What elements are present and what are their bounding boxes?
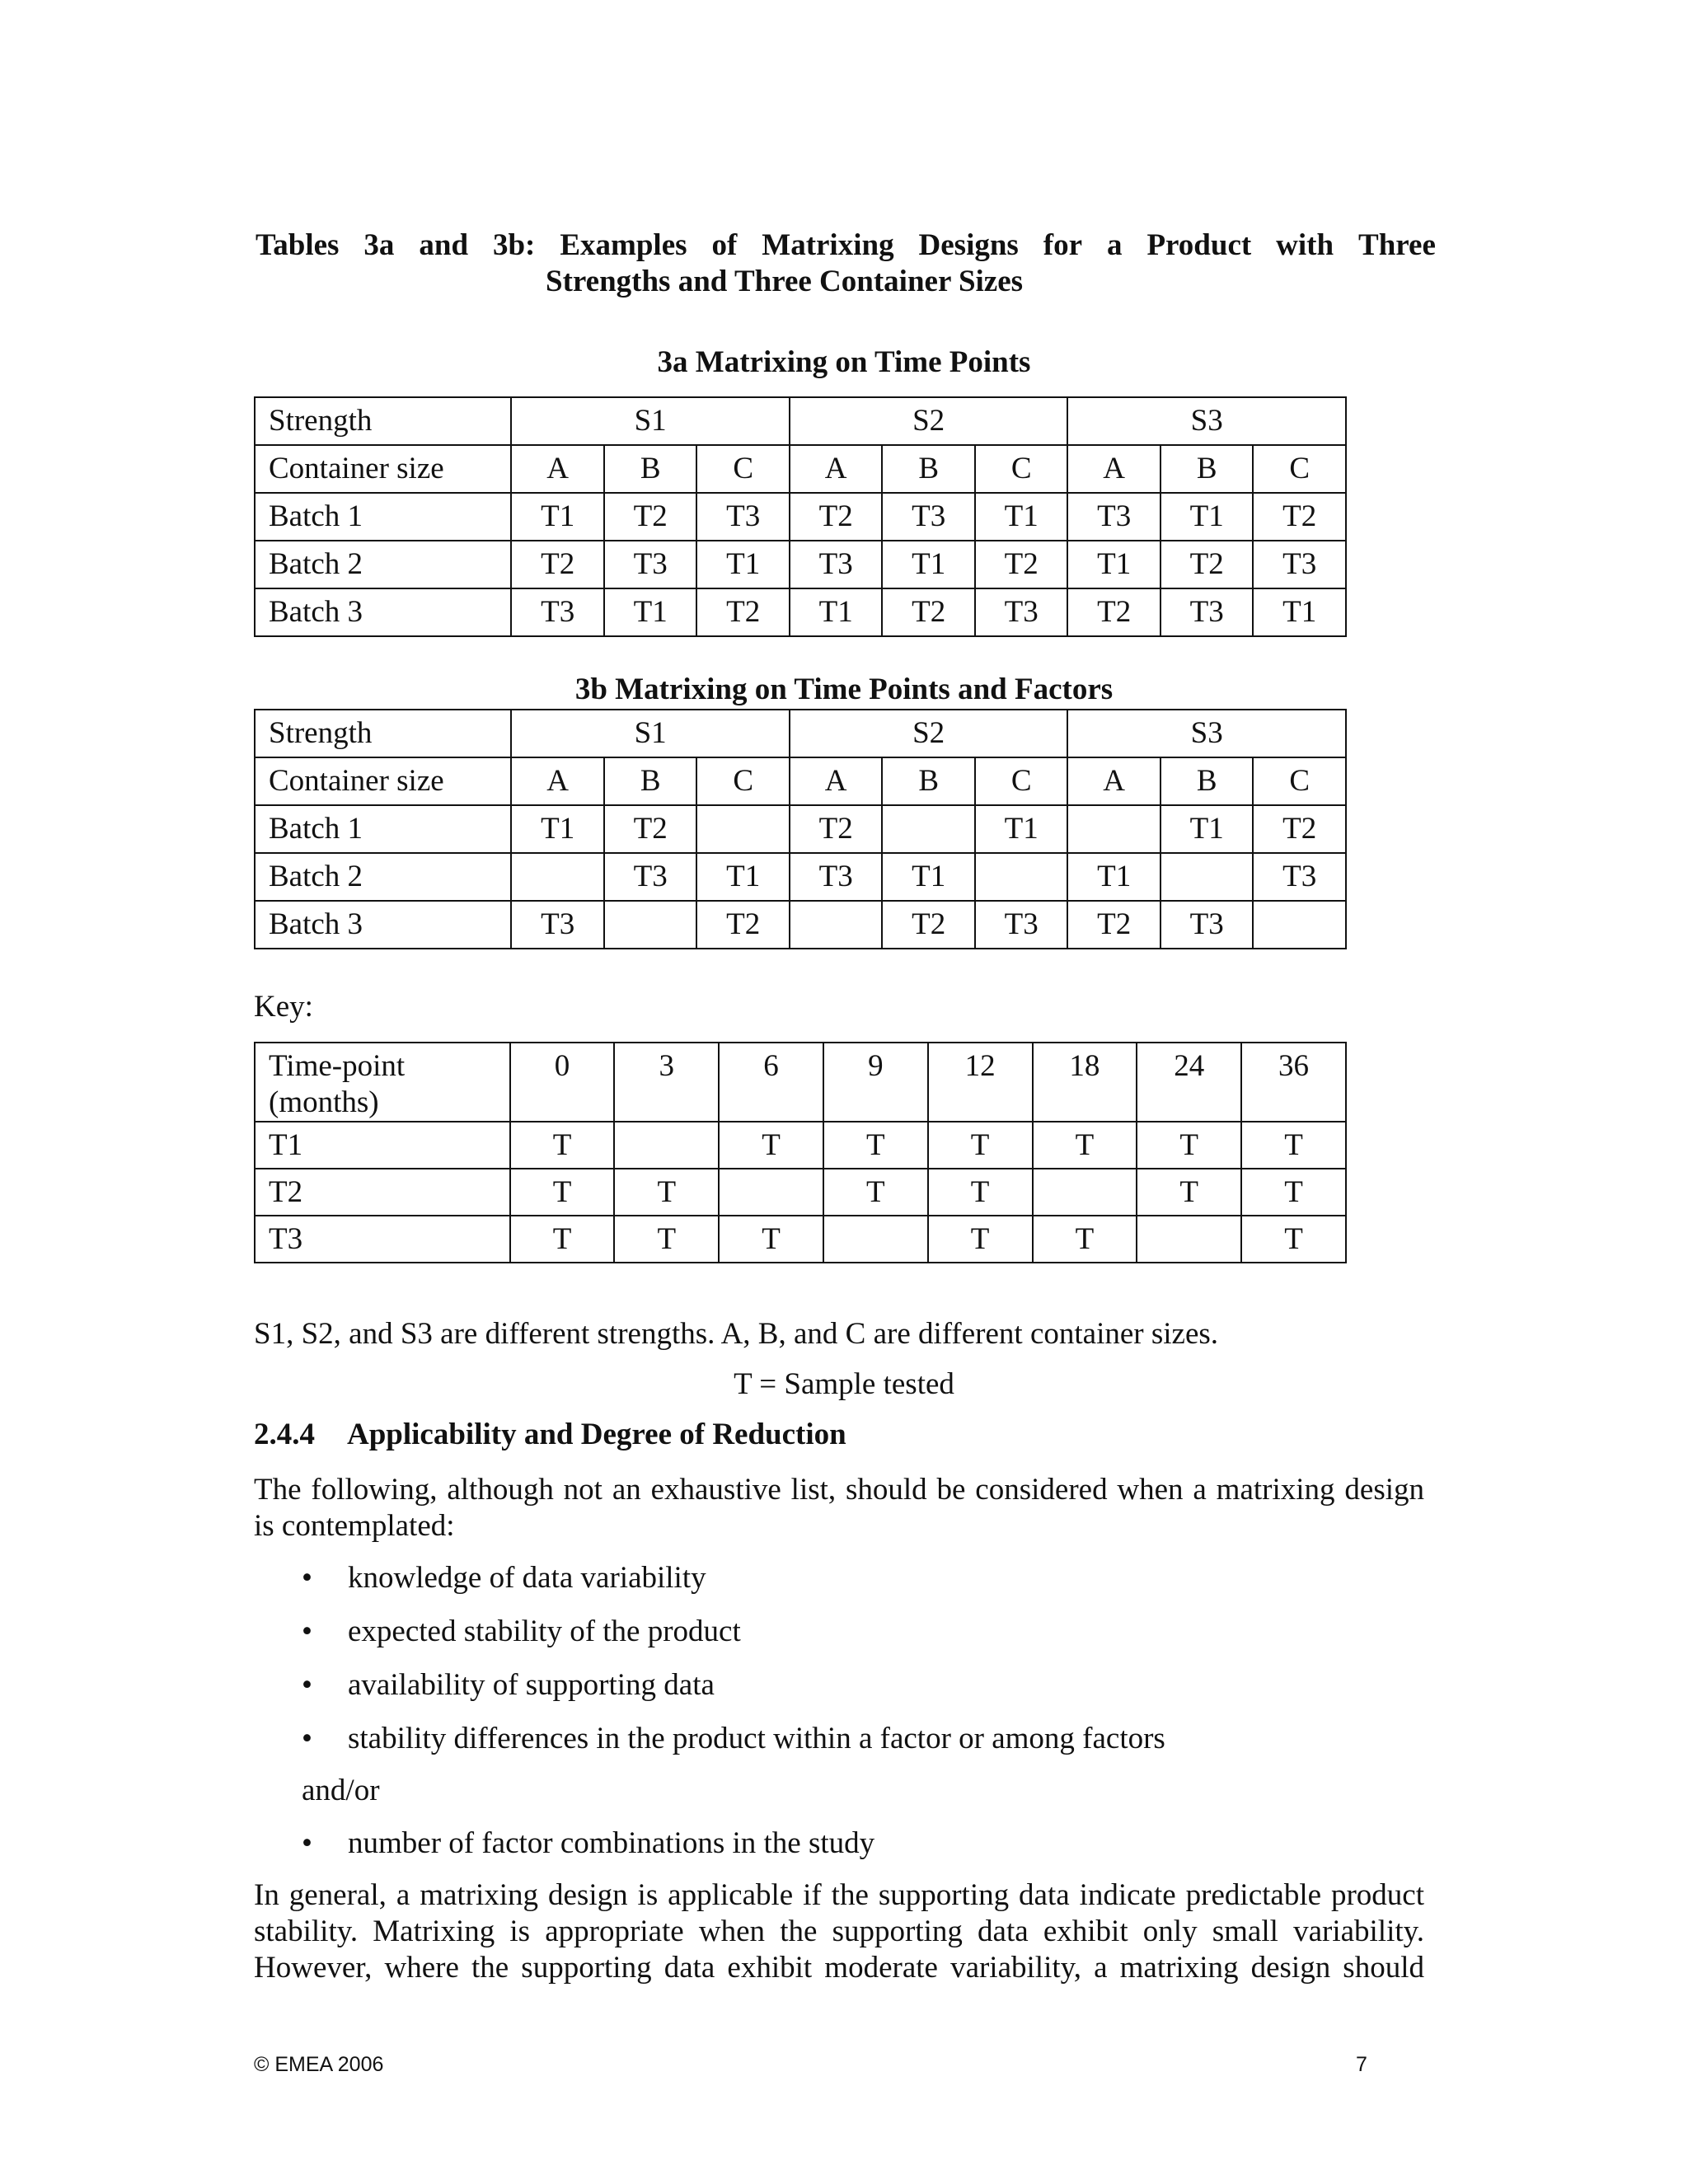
- table-cell: [882, 805, 975, 853]
- intro-line-2: is contemplated:: [254, 1509, 455, 1543]
- table-cell: T2: [1160, 541, 1254, 588]
- table-cell: T3: [882, 493, 975, 541]
- table-cell: T: [1241, 1169, 1346, 1216]
- table-cell: T: [928, 1169, 1033, 1216]
- title-line-1: [256, 227, 1436, 264]
- table-cell: T2: [604, 493, 697, 541]
- table-cell: T: [823, 1122, 928, 1169]
- bullet-icon: •: [302, 1722, 312, 1755]
- table-cell: T3: [511, 901, 604, 949]
- table-cell: T2: [882, 588, 975, 636]
- table-cell: T3: [511, 588, 604, 636]
- table-cell: T3: [1067, 493, 1160, 541]
- timepoint-cell: 3: [614, 1043, 719, 1122]
- bullet-icon: •: [302, 1668, 312, 1702]
- title-word: Three: [1358, 228, 1436, 262]
- footer-page-number: 7: [1356, 2053, 1367, 2076]
- table-cell: [1137, 1216, 1241, 1263]
- table-cell: [719, 1169, 823, 1216]
- table-cell: T1: [1160, 805, 1254, 853]
- title-word: for: [1043, 228, 1083, 262]
- container-cell: A: [790, 445, 883, 493]
- list-item-text: stability differences in the product within a factor or among factors: [348, 1722, 1165, 1755]
- table-cell: T2: [1253, 493, 1346, 541]
- table-cell: T1: [1067, 853, 1160, 901]
- timepoint-header: [255, 1043, 510, 1122]
- table-cell: T3: [790, 541, 883, 588]
- timepoint-cell: 12: [928, 1043, 1033, 1122]
- table-cell: T1: [1067, 541, 1160, 588]
- table-cell: [1067, 805, 1160, 853]
- table-cell: T2: [696, 901, 790, 949]
- container-cell: A: [1067, 445, 1160, 493]
- section-number: 2.4.4: [254, 1418, 315, 1451]
- timepoint-cell: 0: [510, 1043, 615, 1122]
- table-row: [255, 1216, 1346, 1263]
- bullet-icon: •: [302, 1561, 312, 1595]
- table-cell: T2: [1253, 805, 1346, 853]
- table-cell: T2: [604, 805, 697, 853]
- container-row: [255, 445, 1346, 493]
- list-item-text: availability of supporting data: [348, 1668, 715, 1702]
- batch-label: Batch 2: [255, 853, 511, 901]
- table-cell: [1033, 1169, 1137, 1216]
- batch-label: Batch 1: [255, 493, 511, 541]
- table-cell: T2: [975, 541, 1068, 588]
- table-3b-caption: 3b Matrixing on Time Points and Factors: [574, 673, 1114, 706]
- title-word: of: [711, 228, 738, 262]
- table-row: [255, 493, 1346, 541]
- table-cell: T: [614, 1216, 719, 1263]
- batch-label: Batch 1: [255, 805, 511, 853]
- table-row: [255, 541, 1346, 588]
- table-cell: T2: [511, 541, 604, 588]
- key-table: [254, 1042, 1347, 1263]
- table-cell: T1: [511, 493, 604, 541]
- bullet-icon: •: [302, 1826, 312, 1860]
- timepoint-cell: 36: [1241, 1043, 1346, 1122]
- container-cell: A: [511, 445, 604, 493]
- table-cell: T: [1241, 1216, 1346, 1263]
- container-cell: C: [1253, 757, 1346, 805]
- container-cell: B: [1160, 757, 1254, 805]
- strength-cell: S1: [511, 397, 790, 445]
- container-cell: A: [790, 757, 883, 805]
- timepoint-cell: 9: [823, 1043, 928, 1122]
- strength-label: Strength: [255, 397, 511, 445]
- table-cell: T: [510, 1169, 615, 1216]
- list-item-text: expected stability of the product: [348, 1615, 741, 1648]
- table-cell: T1: [511, 805, 604, 853]
- container-cell: C: [696, 445, 790, 493]
- table-cell: T3: [604, 541, 697, 588]
- table-row: [255, 853, 1346, 901]
- title-word: a: [1107, 228, 1123, 262]
- title-line-2: Strengths and Three Container Sizes: [546, 265, 1024, 298]
- table-cell: [1160, 853, 1254, 901]
- table-cell: T: [1137, 1122, 1241, 1169]
- table-cell: T: [719, 1216, 823, 1263]
- section-title: Applicability and Degree of Reduction: [347, 1418, 846, 1451]
- table-cell: T3: [1160, 901, 1254, 949]
- container-cell: B: [1160, 445, 1254, 493]
- table-cell: T1: [696, 541, 790, 588]
- table-cell: T2: [882, 901, 975, 949]
- strength-cell: S2: [790, 397, 1068, 445]
- table-cell: T1: [696, 853, 790, 901]
- title-word: Product: [1146, 228, 1252, 262]
- table-cell: T: [1137, 1169, 1241, 1216]
- table-cell: [975, 853, 1068, 901]
- table-cell: T1: [975, 493, 1068, 541]
- batch-label: Batch 3: [255, 901, 511, 949]
- table-cell: T2: [790, 805, 883, 853]
- table-3a-caption: 3a Matrixing on Time Points: [657, 345, 1031, 379]
- table-cell: T1: [604, 588, 697, 636]
- table-cell: T2: [1067, 901, 1160, 949]
- strength-cell: S2: [790, 710, 1068, 757]
- title-word: Examples: [560, 228, 687, 262]
- table-cell: [696, 805, 790, 853]
- title-word: Matrixing: [762, 228, 894, 262]
- table-cell: T: [928, 1216, 1033, 1263]
- table-row: [255, 1169, 1346, 1216]
- strength-cell: S3: [1067, 710, 1346, 757]
- container-label: Container size: [255, 445, 511, 493]
- title-word: Tables: [256, 228, 340, 262]
- list-item-text: number of factor combinations in the study: [348, 1826, 875, 1860]
- sample-tested-note: T = Sample tested: [734, 1367, 954, 1401]
- table-cell: T2: [790, 493, 883, 541]
- timepoint-header-line1: Time-point: [269, 1049, 406, 1083]
- table-cell: T1: [882, 853, 975, 901]
- strength-cell: S3: [1067, 397, 1346, 445]
- table-row: [255, 805, 1346, 853]
- table-cell: T: [823, 1169, 928, 1216]
- strength-row: [255, 397, 1346, 445]
- table-cell: T: [510, 1216, 615, 1263]
- table-cell: T: [1241, 1122, 1346, 1169]
- title-word: with: [1276, 228, 1334, 262]
- title-word: 3a: [363, 228, 395, 262]
- table-row: [255, 588, 1346, 636]
- table-cell: [823, 1216, 928, 1263]
- table-cell: T: [928, 1122, 1033, 1169]
- table-cell: T3: [604, 853, 697, 901]
- table-cell: T: [510, 1122, 615, 1169]
- strength-cell: S1: [511, 710, 790, 757]
- title-word: and: [419, 228, 469, 262]
- table-cell: T: [1033, 1122, 1137, 1169]
- paragraph-line-3: However, where the supporting data exhibit moderate variability, a matrixing design should: [254, 1951, 1424, 1985]
- key-row-label: T3: [255, 1216, 510, 1263]
- intro-line-1: The following, although not an exhaustive list, should be considered when a matrixing design: [254, 1473, 1424, 1507]
- table-cell: [604, 901, 697, 949]
- table-cell: T2: [696, 588, 790, 636]
- strengths-note: S1, S2, and S3 are different strengths. A, B, and C are different container sizes.: [254, 1317, 1219, 1351]
- table-cell: T1: [790, 588, 883, 636]
- table-cell: T3: [1253, 541, 1346, 588]
- table-cell: T1: [1253, 588, 1346, 636]
- container-cell: C: [975, 757, 1068, 805]
- table-cell: T3: [975, 901, 1068, 949]
- table-cell: [790, 901, 883, 949]
- table-cell: [1253, 901, 1346, 949]
- bullet-icon: •: [302, 1615, 312, 1648]
- container-cell: B: [604, 445, 697, 493]
- container-row: [255, 757, 1346, 805]
- container-label: Container size: [255, 757, 511, 805]
- container-cell: B: [882, 445, 975, 493]
- table-row: [255, 901, 1346, 949]
- strength-label: Strength: [255, 710, 511, 757]
- container-cell: C: [975, 445, 1068, 493]
- table-cell: T3: [1253, 853, 1346, 901]
- title-word: Designs: [918, 228, 1019, 262]
- container-cell: C: [696, 757, 790, 805]
- container-cell: A: [1067, 757, 1160, 805]
- key-row-label: T1: [255, 1122, 510, 1169]
- paragraph-line-2: stability. Matrixing is appropriate when the supporting data exhibit only small variability.: [254, 1915, 1424, 1948]
- footer-copyright: © EMEA 2006: [254, 2053, 384, 2076]
- table-cell: [614, 1122, 719, 1169]
- table-3b: [254, 709, 1347, 949]
- paragraph-line-1: In general, a matrixing design is applicable if the supporting data indicate predictable product: [254, 1878, 1424, 1912]
- strength-row: [255, 710, 1346, 757]
- title-word: 3b:: [492, 228, 536, 262]
- batch-label: Batch 3: [255, 588, 511, 636]
- table-cell: T1: [975, 805, 1068, 853]
- table-cell: T1: [882, 541, 975, 588]
- container-cell: C: [1253, 445, 1346, 493]
- container-cell: B: [604, 757, 697, 805]
- table-cell: T3: [696, 493, 790, 541]
- table-3a: [254, 396, 1347, 637]
- timepoint-cell: 24: [1137, 1043, 1241, 1122]
- list-item-text: knowledge of data variability: [348, 1561, 706, 1595]
- timepoint-header-line2: (months): [269, 1085, 379, 1119]
- table-cell: T1: [1160, 493, 1254, 541]
- key-label: Key:: [254, 990, 313, 1024]
- table-cell: T3: [790, 853, 883, 901]
- timepoint-header-row: [255, 1043, 1346, 1122]
- table-row: [255, 1122, 1346, 1169]
- table-cell: T: [614, 1169, 719, 1216]
- document-title: [256, 227, 1436, 300]
- table-cell: T: [1033, 1216, 1137, 1263]
- key-row-label: T2: [255, 1169, 510, 1216]
- timepoint-cell: 18: [1033, 1043, 1137, 1122]
- timepoint-cell: 6: [719, 1043, 823, 1122]
- batch-label: Batch 2: [255, 541, 511, 588]
- table-cell: T3: [1160, 588, 1254, 636]
- table-cell: T2: [1067, 588, 1160, 636]
- container-cell: A: [511, 757, 604, 805]
- table-cell: [511, 853, 604, 901]
- table-cell: T3: [975, 588, 1068, 636]
- table-cell: T: [719, 1122, 823, 1169]
- container-cell: B: [882, 757, 975, 805]
- and-or-text: and/or: [302, 1774, 380, 1807]
